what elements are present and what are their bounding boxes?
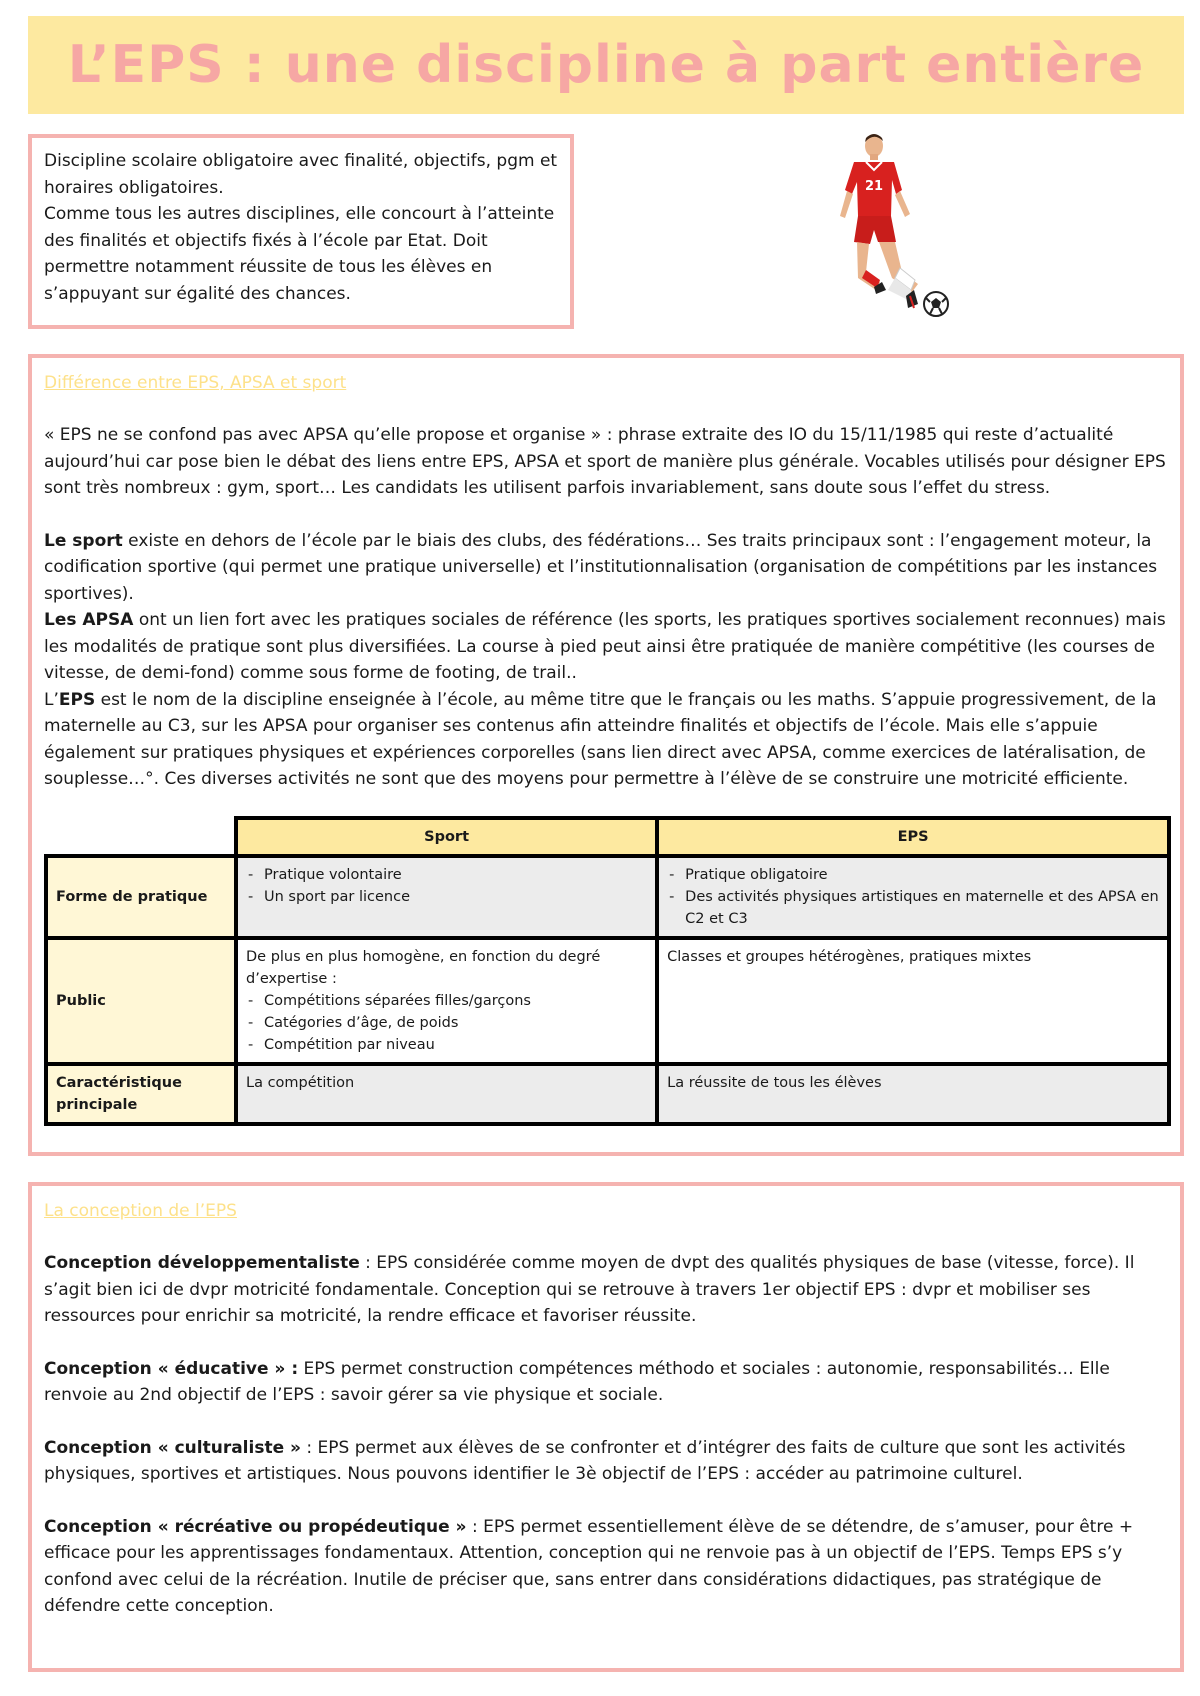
apsa-text: ont un lien fort avec les pratiques sociales de référence (les sports, les pratiques sportives socialement reconnues) mais les modalités de pratique sont plus diversifiées. La course à pied peut ainsi être pratiquée de manière compétitive (les courses de vitesse, de demi-fond) comme sous forme de footing, de trail..: [44, 610, 1166, 683]
conception-section: [28, 1182, 1184, 1672]
intro-box: [28, 134, 574, 329]
column-header-eps: EPS: [657, 818, 1169, 856]
column-header-sport: Sport: [236, 818, 657, 856]
jersey-number: 21: [864, 179, 884, 194]
eps-prefix: L’: [44, 689, 59, 710]
conception-term: Conception « éducative » :: [44, 1358, 299, 1379]
conception-paragraph: [44, 1435, 1168, 1488]
conception-term: Conception « culturaliste »: [44, 1437, 302, 1458]
list-item: - Pratique obligatoire: [685, 864, 1159, 886]
eps-term: EPS: [58, 689, 96, 710]
conception-paragraph: [44, 1250, 1168, 1330]
quote-paragraph: « EPS ne se confond pas avec APSA qu’elle propose et organise » : phrase extraite des IO du 15/11/1985 qui reste d’actualité aujourd’hui car pose bien le débat des liens entre EPS, APSA et sport de manière plus générale. Vocables utilisés pour désigner EPS sont très nombreux : gym, sport… Les candidats les utilisent parfois invariablement, sans doute sous l’effet du stress.: [44, 425, 1166, 498]
difference-section: [28, 354, 1184, 1156]
list-item: - Compétitions séparées filles/garçons: [264, 990, 647, 1012]
cell-caracteristique-sport: La compétition: [236, 1064, 657, 1124]
list-item: - Pratique volontaire: [264, 864, 647, 886]
public-sport-intro: De plus en plus homogène, en fonction du degré d’expertise :: [246, 949, 601, 987]
list-item: - Compétition par niveau: [264, 1034, 647, 1056]
conception-heading: La conception de l’EPS: [44, 1201, 237, 1221]
conception-term: Conception « récréative ou propédeutique »: [44, 1516, 467, 1537]
football-player-illustration: [822, 132, 972, 322]
table-corner: [46, 818, 236, 856]
title-banner: [28, 16, 1184, 114]
intro-text-1: Discipline scolaire obligatoire avec finalité, objectifs, pgm et horaires obligatoires.: [44, 151, 558, 198]
conception-paragraph: [44, 1356, 1168, 1409]
row-header-caracteristique: Caractéristique principale: [46, 1064, 236, 1124]
intro-text-2: Comme tous les autres disciplines, elle concourt à l’atteinte des finalités et objectifs fixés à l’école par Etat. Doit permettre notamment réussite de tous les élèves en s’appuyant sur égalité des chances.: [44, 204, 555, 304]
list-item: - Catégories d’âge, de poids: [264, 1012, 647, 1034]
difference-heading: Différence entre EPS, APSA et sport: [44, 373, 347, 393]
list-item: - Un sport par licence: [264, 886, 647, 908]
row-header-forme: Forme de pratique: [46, 856, 236, 938]
conception-term: Conception développementaliste: [44, 1253, 360, 1273]
eps-paragraph: [44, 687, 1168, 793]
list-item: - Des activités physiques artistiques en maternelle et des APSA en C2 et C3: [685, 886, 1159, 930]
apsa-paragraph: [44, 607, 1168, 687]
cell-public-sport: [236, 938, 657, 1064]
row-header-public: Public: [46, 938, 236, 1064]
cell-forme-sport: [236, 856, 657, 938]
sport-term: Le sport: [44, 530, 123, 551]
page-title: L’EPS : une discipline à part entière: [67, 35, 1145, 95]
conception-text: : EPS considérée comme moyen de dvpt des qualités physiques de base (vitesse, force). Il s’agit bien ici de dvpr motricité fondamentale. Conception qui se retrouve à travers 1er objectif EPS : dvpr et mobiliser ses ressources pour enrichir sa motricité, la rendre efficace et favoriser réussite.: [44, 1253, 1135, 1326]
cell-caracteristique-eps: La réussite de tous les élèves: [657, 1064, 1169, 1124]
conception-text: EPS permet construction compétences méthodo et sociales : autonomie, responsabilités… Elle renvoie au 2nd objectif de l’EPS : savoir gérer sa vie physique et sociale.: [44, 1358, 1110, 1405]
cell-public-eps: Classes et groupes hétérogènes, pratiques mixtes: [657, 938, 1169, 1064]
eps-text: est le nom de la discipline enseignée à l’école, au même titre que le français ou les maths. S’appuie progressivement, de la maternelle au C3, sur les APSA pour organiser ses contenus afin atteindre finalités et objectifs de l’école. Mais elle s’appuie également sur pratiques physiques et expériences corporelles (sans lien direct avec APSA, comme exercices de latéralisation, de souplesse…°. Ces diverses activités ne sont que des moyens pour permettre à l’élève de se construire une motricité efficiente.: [44, 689, 1157, 789]
sport-paragraph: [44, 528, 1168, 608]
sport-text: existe en dehors de l’école par le biais des clubs, des fédérations… Ses traits principaux sont : l’engagement moteur, la codification sportive (qui permet une pratique universelle) et l’institutionnalisation (organisation de compétitions par les instances sportives).: [44, 530, 1158, 604]
conception-text: : EPS permet aux élèves de se confronter et d’intégrer des faits de culture que sont les activités physiques, sportives et artistiques. Nous pouvons identifier le 3è objectif de l’EPS : accéder au patrimoine culturel.: [44, 1437, 1126, 1484]
conception-paragraph: [44, 1514, 1168, 1620]
conception-text: : EPS permet essentiellement élève de se détendre, de s’amuser, pour être + efficace pour les apprentissages fondamentaux. Attention, conception qui ne renvoie pas à un objectif de l’EPS. Temps EPS s’y confond avec celui de la récréation. Inutile de préciser que, sans entrer dans considérations didactiques, pas stratégique de défendre cette conception.: [44, 1516, 1134, 1616]
cell-forme-eps: [657, 856, 1169, 938]
apsa-term: Les APSA: [44, 610, 134, 630]
comparison-table: [44, 816, 1171, 1126]
